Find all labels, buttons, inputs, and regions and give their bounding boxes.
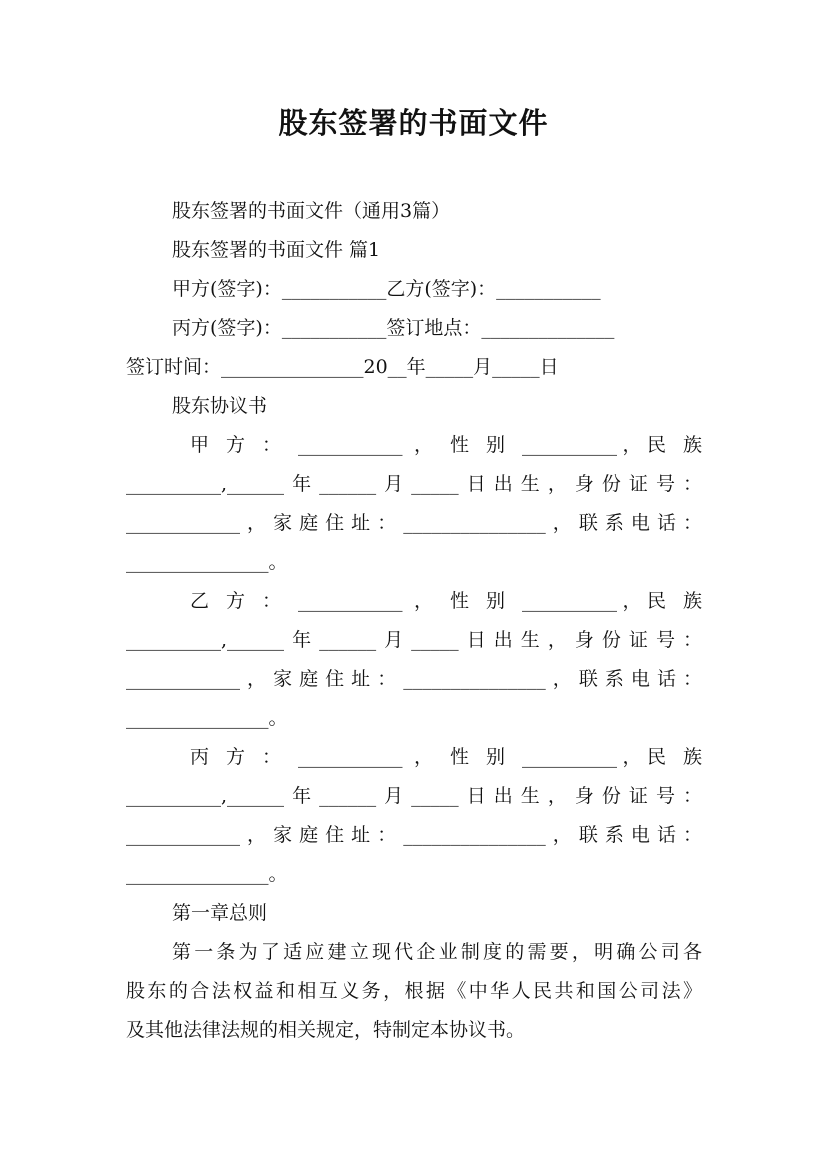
party-a-line-4: _______________。 (126, 551, 288, 573)
party-a-line-2: __________,______年______月_____日出生，身份证号： (126, 473, 702, 495)
signing-date-line: 签订时间：_______________20__年_____月_____日 (126, 356, 559, 378)
party-b-line-3: ____________，家庭住址：_______________，联系电话： (126, 668, 702, 690)
signature-line-c-place: 丙方(签字)：___________签订地点：______________ (172, 317, 615, 339)
chapter-heading: 第一章总则 (172, 902, 268, 924)
party-a-line-3: ____________，家庭住址：_______________，联系电话： (126, 512, 702, 534)
article-1-line-3: 及其他法律法规的相关规定，特制定本协议书。 (126, 1019, 526, 1041)
subtitle-line: 股东签署的书面文件（通用3篇） (172, 200, 451, 222)
party-b-line-2: __________,______年______月_____日出生，身份证号： (126, 629, 702, 651)
party-c-line-3: ____________，家庭住址：_______________，联系电话： (126, 824, 702, 846)
party-c-line-4: _______________。 (126, 863, 288, 885)
party-c-line-1: 丙 方 ： ___________ ， 性 别 __________，民 族 (190, 746, 702, 768)
document-title: 股东签署的书面文件 (278, 106, 549, 140)
signature-line-ab: 甲方(签字)：___________乙方(签字)：___________ (172, 278, 601, 300)
party-c-line-2: __________,______年______月_____日出生，身份证号： (126, 785, 702, 807)
section-heading: 股东签署的书面文件 篇1 (172, 239, 381, 261)
agreement-heading: 股东协议书 (172, 395, 268, 417)
party-b-line-4: _______________。 (126, 707, 288, 729)
article-1-line-1: 第一条为了适应建立现代企业制度的需要，明确公司各 (172, 941, 702, 963)
article-1-line-2: 股东的合法权益和相互义务，根据《中华人民共和国公司法》 (126, 980, 702, 1002)
party-a-line-1: 甲 方 ： ___________ ， 性 别 __________，民 族 (190, 434, 702, 456)
party-b-line-1: 乙 方 ： ___________ ， 性 别 __________，民 族 (190, 590, 702, 612)
